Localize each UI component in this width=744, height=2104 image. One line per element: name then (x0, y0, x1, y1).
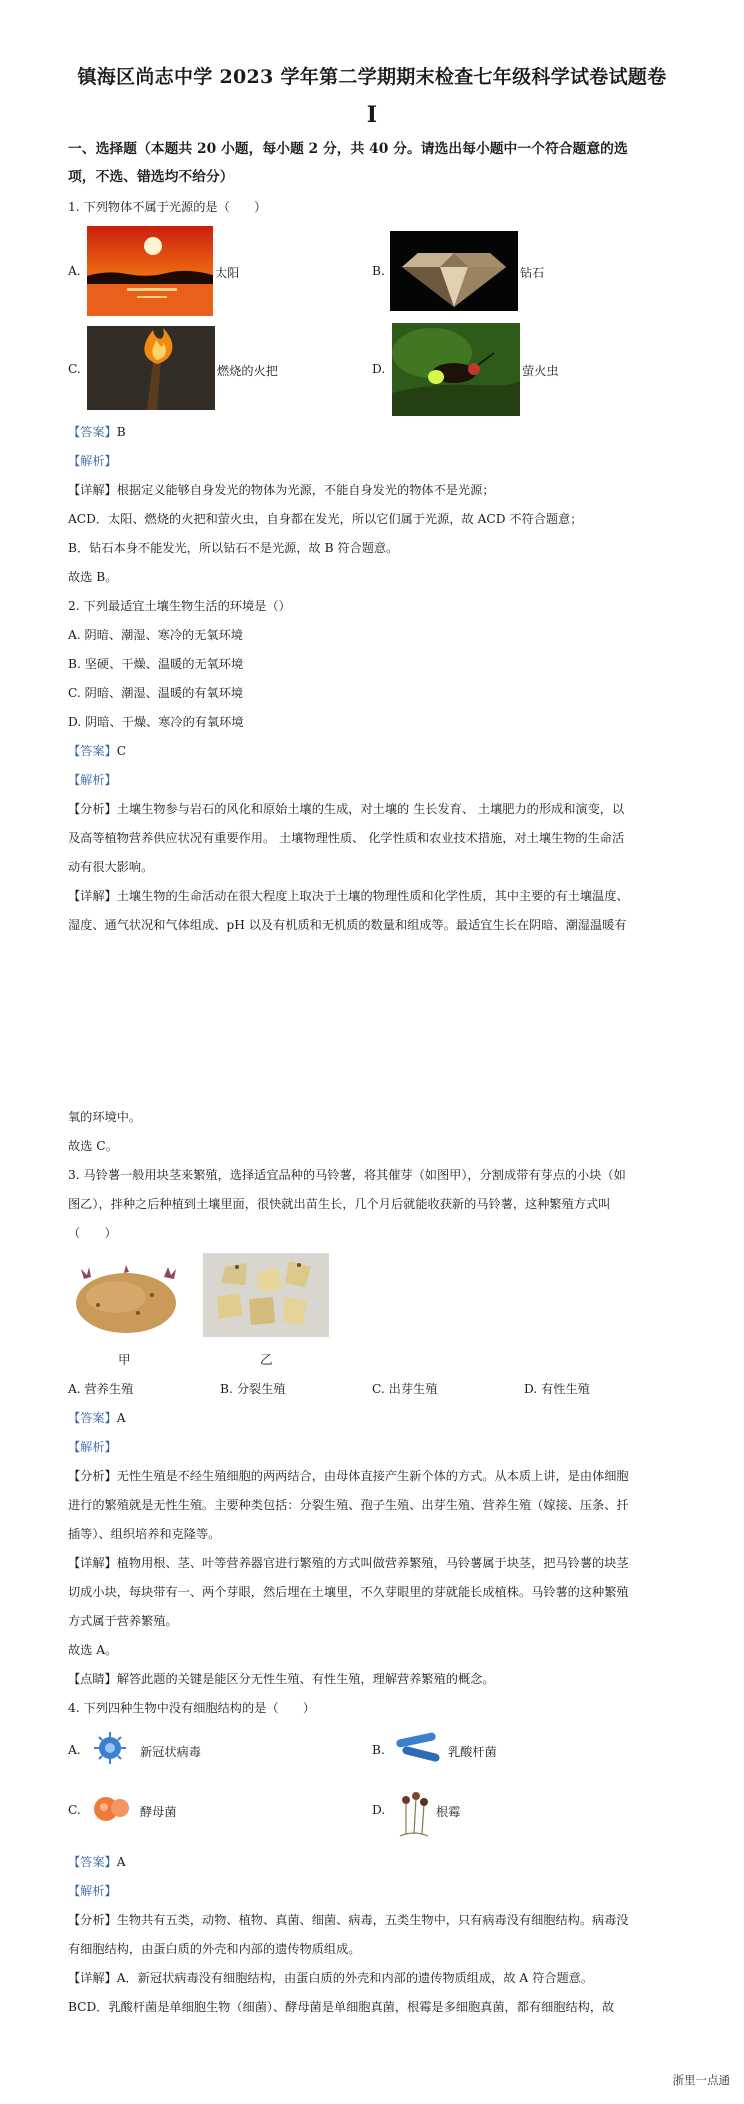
q4-detail (68, 1970, 593, 1986)
q3-analysis-tag: 【解析】 (68, 1440, 117, 1454)
detail-tag: 【详解】 (68, 1971, 117, 1985)
q2-analysis-tag: 【解析】 (68, 773, 117, 787)
tip-tag: 【点睛】 (68, 1672, 117, 1686)
page-title: 镇海区尚志中学 2023 学年第二学期期末检查七年级科学试卷试题卷 (77, 66, 667, 88)
q1-detail-line3: B．钻石本身不能发光，所以钻石不是光源，故 B 符合题意。 (68, 541, 399, 555)
q3-option-a: A. 营养生殖 (68, 1382, 134, 1396)
detail-tag: 【详解】 (68, 483, 117, 497)
detail-tag: 【详解】 (68, 1556, 117, 1570)
q3-fenxi-line2: 进行的繁殖就是无性生殖。主要种类包括：分裂生殖、孢子生殖、出芽生殖、营养生殖（嫁接、压条、扦 (68, 1498, 629, 1512)
figure-caption-jia: 甲 (118, 1352, 131, 1367)
q2-detail-line3: 氧的环境中。 (68, 1110, 142, 1124)
tip-text: 解答此题的关键是能区分无性生殖、有性生殖，理解营养繁殖的概念。 (116, 1672, 495, 1686)
q1-stem: 1. 下列物体不属于光源的是（ ） (68, 200, 267, 214)
q4-option-c-text: 酵母菌 (140, 1805, 177, 1819)
answer-value: C (116, 744, 127, 758)
answer-tag: 【答案】 (68, 425, 117, 439)
q3-fenxi-line3: 插等）、组织培养和克隆等。 (68, 1527, 221, 1541)
detail-tag: 【详解】 (68, 889, 117, 903)
q1-option-a-letter: A. (68, 264, 81, 278)
q2-fenxi-line2: 及高等植物营养供应状况有重要作用。 土壤物理性质、 化学性质和农业技术措施，对土壤生物的生命活 (68, 831, 625, 845)
answer-tag: 【答案】 (68, 1411, 117, 1425)
diamond-photo-icon (390, 231, 518, 311)
q4-option-b-text: 乳酸杆菌 (448, 1745, 497, 1759)
q4-option-c-letter: C. (68, 1803, 81, 1817)
sprouted-potato-icon (68, 1253, 184, 1337)
firefly-photo-icon (392, 323, 520, 416)
page-title-roman: I (366, 102, 378, 128)
q3-answer (68, 1410, 126, 1426)
fenxi-text: 生物共有五类，动物、植物、真菌、细菌、病毒，五类生物中，只有病毒没有细胞结构。病毒没 (116, 1913, 629, 1927)
q3-detail-line2: 切成小块，每块带有一、两个芽眼，然后埋在土壤里，不久芽眼里的芽就能长成植株。马铃薯的这种繁殖 (68, 1585, 629, 1599)
q4-option-d-text: 根霉 (436, 1805, 461, 1819)
q1-option-c-letter: C. (68, 362, 81, 376)
detail-text: 土壤生物的生命活动在很大程度上取决于土壤的物理性质和化学性质，其中主要的有土壤温度、 (116, 889, 629, 903)
potato-pieces-icon (203, 1253, 329, 1337)
q1-conclusion: 故选 B。 (68, 570, 118, 584)
q1-option-a-text: 太阳 (215, 266, 240, 280)
q2-option-b: B. 坚硬、干燥、温暖的无氧环境 (68, 657, 244, 671)
fenxi-tag: 【分析】 (68, 1913, 117, 1927)
q4-fenxi (68, 1912, 629, 1928)
q3-option-d: D. 有性生殖 (524, 1382, 590, 1396)
yeast-icon (86, 1792, 136, 1826)
fenxi-tag: 【分析】 (68, 1469, 117, 1483)
q1-option-c-text: 燃烧的火把 (217, 364, 278, 378)
detail-text: 植物用根、茎、叶等营养器官进行繁殖的方式叫做营养繁殖，马铃薯属于块茎，把马铃薯的块茎 (116, 1556, 629, 1570)
q2-option-d: D. 阴暗、干燥、寒冷的有氧环境 (68, 715, 244, 729)
q4-analysis-tag: 【解析】 (68, 1884, 117, 1898)
q4-stem: 4. 下列四种生物中没有细胞结构的是（ ） (68, 1701, 316, 1715)
q4-option-a-text: 新冠状病毒 (140, 1745, 201, 1759)
q3-option-c: C. 出芽生殖 (372, 1382, 438, 1396)
detail-text: A．新冠状病毒没有细胞结构，由蛋白质的外壳和内部的遗传物质组成，故 A 符合题意。 (116, 1971, 594, 1985)
q1-detail (68, 482, 495, 498)
q3-stem: 3. 马铃薯一般用块茎来繁殖，选择适宜品种的马铃薯，将其催芽（如图甲），分割成带有芽点的小块（如 (68, 1168, 626, 1182)
q2-fenxi (68, 801, 624, 817)
figure-caption-yi: 乙 (260, 1352, 273, 1367)
q3-stem-line2: 图乙），拌种之后种植到土壤里面，很快就出苗生长，几个月后就能收获新的马铃薯，这种繁殖方式叫 (68, 1197, 611, 1211)
q1-option-d-letter: D. (372, 362, 386, 376)
q3-option-b: B. 分裂生殖 (220, 1382, 286, 1396)
q3-detail-line3: 方式属于营养繁殖。 (68, 1614, 178, 1628)
q2-stem: 2. 下列最适宜土壤生物生活的环境是（） (68, 599, 291, 613)
mold-icon (396, 1790, 432, 1838)
bacillus-icon (392, 1728, 444, 1768)
q4-fenxi-line2: 有细胞结构，由蛋白质的外壳和内部的遗传物质组成。 (68, 1942, 361, 1956)
q3-tip (68, 1671, 495, 1687)
torch-photo-icon (87, 326, 215, 410)
answer-value: B (116, 425, 126, 439)
q2-option-c: C. 阴暗、潮湿、温暖的有氧环境 (68, 686, 244, 700)
section-heading-cont: 项，不选、错选均不给分） (68, 169, 234, 185)
detail-text: 根据定义能够自身发光的物体为光源，不能自身发光的物体不是光源； (116, 483, 495, 497)
q1-detail-line2: ACD．太阳、燃烧的火把和萤火虫，自身都在发光，所以它们属于光源，故 ACD 不符合题意； (68, 512, 583, 526)
q2-answer (68, 743, 126, 759)
fenxi-tag: 【分析】 (68, 802, 117, 816)
q1-analysis-tag: 【解析】 (68, 454, 117, 468)
answer-value: A (116, 1855, 126, 1869)
q3-conclusion: 故选 A。 (68, 1643, 118, 1657)
answer-tag: 【答案】 (68, 1855, 117, 1869)
q2-detail (68, 888, 629, 904)
q2-detail-line2: 湿度、通气状况和气体组成、pH 以及有机质和无机质的数量和组成等。最适宜生长在阴暗、潮湿温暖有 (68, 918, 627, 932)
q4-option-d-letter: D. (372, 1803, 386, 1817)
q2-conclusion: 故选 C。 (68, 1139, 118, 1153)
fenxi-text: 土壤生物参与岩石的风化和原始土壤的生成，对土壤的 生长发育、 土壤肥力的形成和演变，以 (116, 802, 625, 816)
q1-answer (68, 424, 126, 440)
q2-option-a: A. 阴暗、潮湿、寒冷的无氧环境 (68, 628, 243, 642)
sunset-photo-icon (87, 226, 213, 316)
q3-detail (68, 1555, 629, 1571)
q4-option-a-letter: A. (68, 1743, 81, 1757)
q1-option-b-letter: B. (372, 264, 385, 278)
fenxi-text: 无性生殖是不经生殖细胞的两两结合，由母体直接产生新个体的方式。从本质上讲，是由体细胞 (116, 1469, 629, 1483)
footer-watermark: 浙里一点通 (672, 2073, 730, 2087)
answer-tag: 【答案】 (68, 744, 117, 758)
q1-option-b-text: 钻石 (520, 266, 545, 280)
answer-value: A (116, 1411, 126, 1425)
q4-answer (68, 1854, 126, 1870)
virus-icon (88, 1728, 132, 1768)
q2-fenxi-line3: 动有很大影响。 (68, 860, 154, 874)
q3-stem-line3: （ ） (68, 1226, 117, 1240)
q3-fenxi (68, 1468, 629, 1484)
q4-option-b-letter: B. (372, 1743, 385, 1757)
q1-option-d-text: 萤火虫 (522, 364, 559, 378)
q4-detail-line2: BCD．乳酸杆菌是单细胞生物（细菌）、酵母菌是单细胞真菌，根霉是多细胞真菌，都有细胞结构，故 (68, 2000, 615, 2014)
section-heading: 一、选择题（本题共 20 小题，每小题 2 分，共 40 分。请选出每小题中一个符合题意的选 (68, 141, 628, 157)
